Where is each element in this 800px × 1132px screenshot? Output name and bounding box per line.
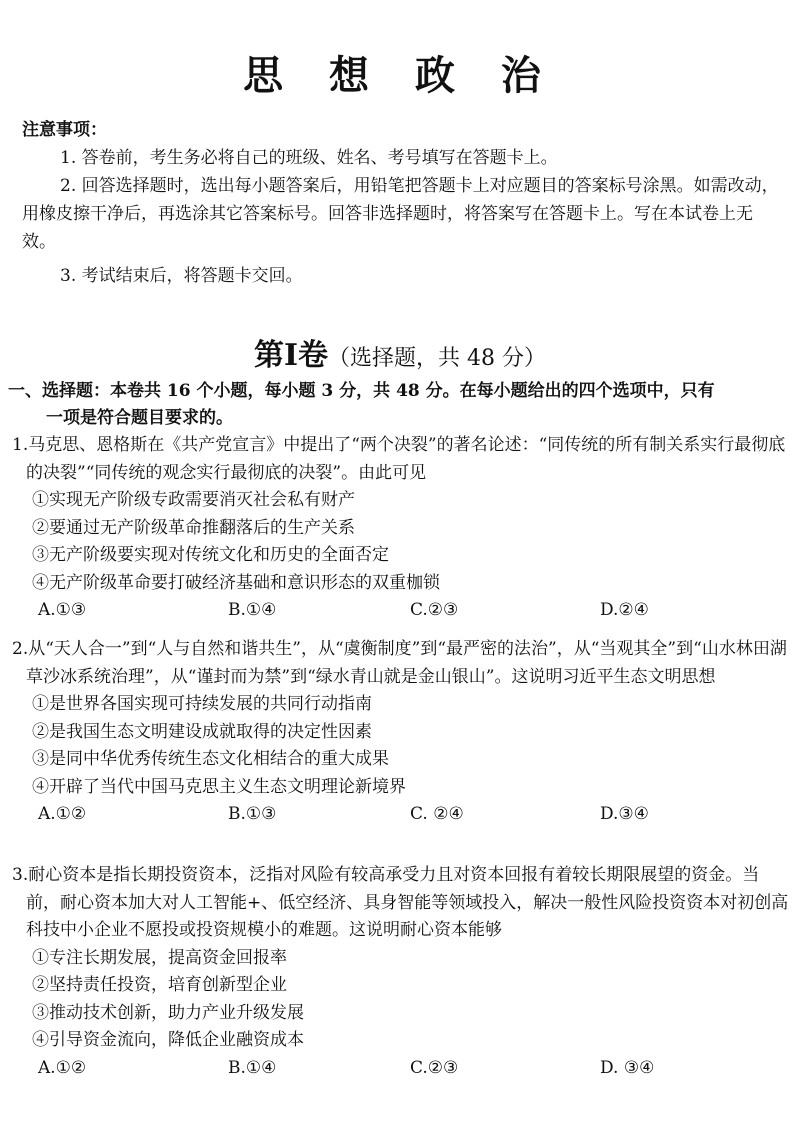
section-instruction — [8, 378, 792, 432]
question-2 — [12, 636, 792, 828]
answer-choice-b: B.①④ — [228, 1057, 277, 1078]
answer-choices — [12, 597, 792, 624]
notice-item: 1. 答卷前，考生务必将自己的班级、姓名、考号填写在答题卡上。 — [60, 148, 558, 168]
answer-choice-c: C.②③ — [410, 1057, 459, 1078]
question-option: ③无产阶级要实现对传统文化和历史的全面否定 — [32, 545, 389, 565]
question-stem: 3.耐心资本是指长期投资资本，泛指对风险有较高承受力且对资本回报有着较长期限展望的资金。当前，耐心资本加大对人工智能+、低空经济、具身智能等领域投入，解决一般性风险投资资本对初创高科技中小企业不愿投或投资规模小的难题。这说明耐心资本能够 — [12, 865, 789, 940]
question-option: ①是世界各国实现可持续发展的共同行动指南 — [32, 694, 372, 714]
section-name: 第Ⅰ卷 — [253, 338, 329, 373]
notice-block — [22, 116, 782, 290]
answer-choice-b: B.①③ — [228, 804, 277, 824]
notice-item: 2. 回答选择题时，选出每小题答案后，用铅笔把答题卡上对应题目的答案标号涂黑。如需改动，用橡皮擦干净后，再选涂其它答案标号。回答非选择题时，将答案写在答题卡上。写在本试卷上无效。 — [22, 176, 779, 252]
section-note: （选择题，共 48 分） — [328, 346, 547, 371]
section-title — [0, 330, 800, 374]
answer-choice-a: A.①③ — [38, 600, 87, 620]
question-option: ④开辟了当代中国马克思主义生态文明理论新境界 — [32, 776, 406, 797]
answer-choice-d: D.③④ — [600, 804, 649, 824]
answer-choice-c: C.②③ — [410, 600, 459, 620]
answer-choice-a: A.①② — [38, 804, 87, 824]
question-1 — [12, 432, 792, 624]
answer-choice-c: C. ②④ — [410, 804, 464, 824]
question-option: ②坚持责任投资，培育创新型企业 — [32, 975, 287, 995]
question-stem: 2.从“天人合一”到“人与自然和谐共生”，从“虞衡制度”到“最严密的法治”，从“当观其全”到“山水林田湖草沙冰系统治理”，从“谨封而为禁”到“绿水青山就是金山银山”。这说明习近平生态文明思想 — [12, 639, 787, 687]
page-title: 思 想 政 治 — [243, 52, 557, 99]
question-option: ②是我国生态文明建设成就取得的决定性因素 — [32, 721, 372, 742]
answer-choice-d: D.②④ — [600, 600, 649, 620]
question-stem: 1.马克思、恩格斯在《共产党宣言》中提出了“两个决裂”的著名论述：“同传统的所有制关系实行最彻底的决裂”“同传统的观念实行最彻底的决裂”。由此可见 — [12, 435, 786, 483]
question-option: ①实现无产阶级专政需要消灭社会私有财产 — [32, 490, 355, 510]
question-option: ④引导资金流向，降低企业融资成本 — [32, 1030, 304, 1050]
question-option: ②要通过无产阶级革命推翻落后的生产关系 — [32, 517, 355, 538]
notice-heading: 注意事项： — [22, 120, 107, 140]
answer-choice-d: D. ③④ — [600, 1057, 655, 1078]
answer-choice-a: A.①② — [38, 1057, 87, 1078]
answer-choices — [12, 1055, 792, 1082]
question-option: ④无产阶级革命要打破经济基础和意识形态的双重枷锁 — [32, 572, 440, 593]
notice-item: 3. 考试结束后，将答题卡交回。 — [60, 266, 303, 286]
instruction-line: 一项是符合题目要求的。 — [46, 408, 233, 428]
instruction-line: 一、选择题：本卷共 16 个小题，每小题 3 分，共 48 分。在每小题给出的四个选项中，只有 — [8, 381, 715, 401]
answer-choice-b: B.①④ — [228, 600, 277, 620]
answer-choices — [12, 801, 792, 828]
question-option: ③推动技术创新，助力产业升级发展 — [32, 1002, 304, 1023]
question-option: ③是同中华优秀传统生态文化相结合的重大成果 — [32, 749, 389, 769]
question-3 — [12, 862, 792, 1082]
question-option: ①专注长期发展，提高资金回报率 — [32, 947, 287, 968]
